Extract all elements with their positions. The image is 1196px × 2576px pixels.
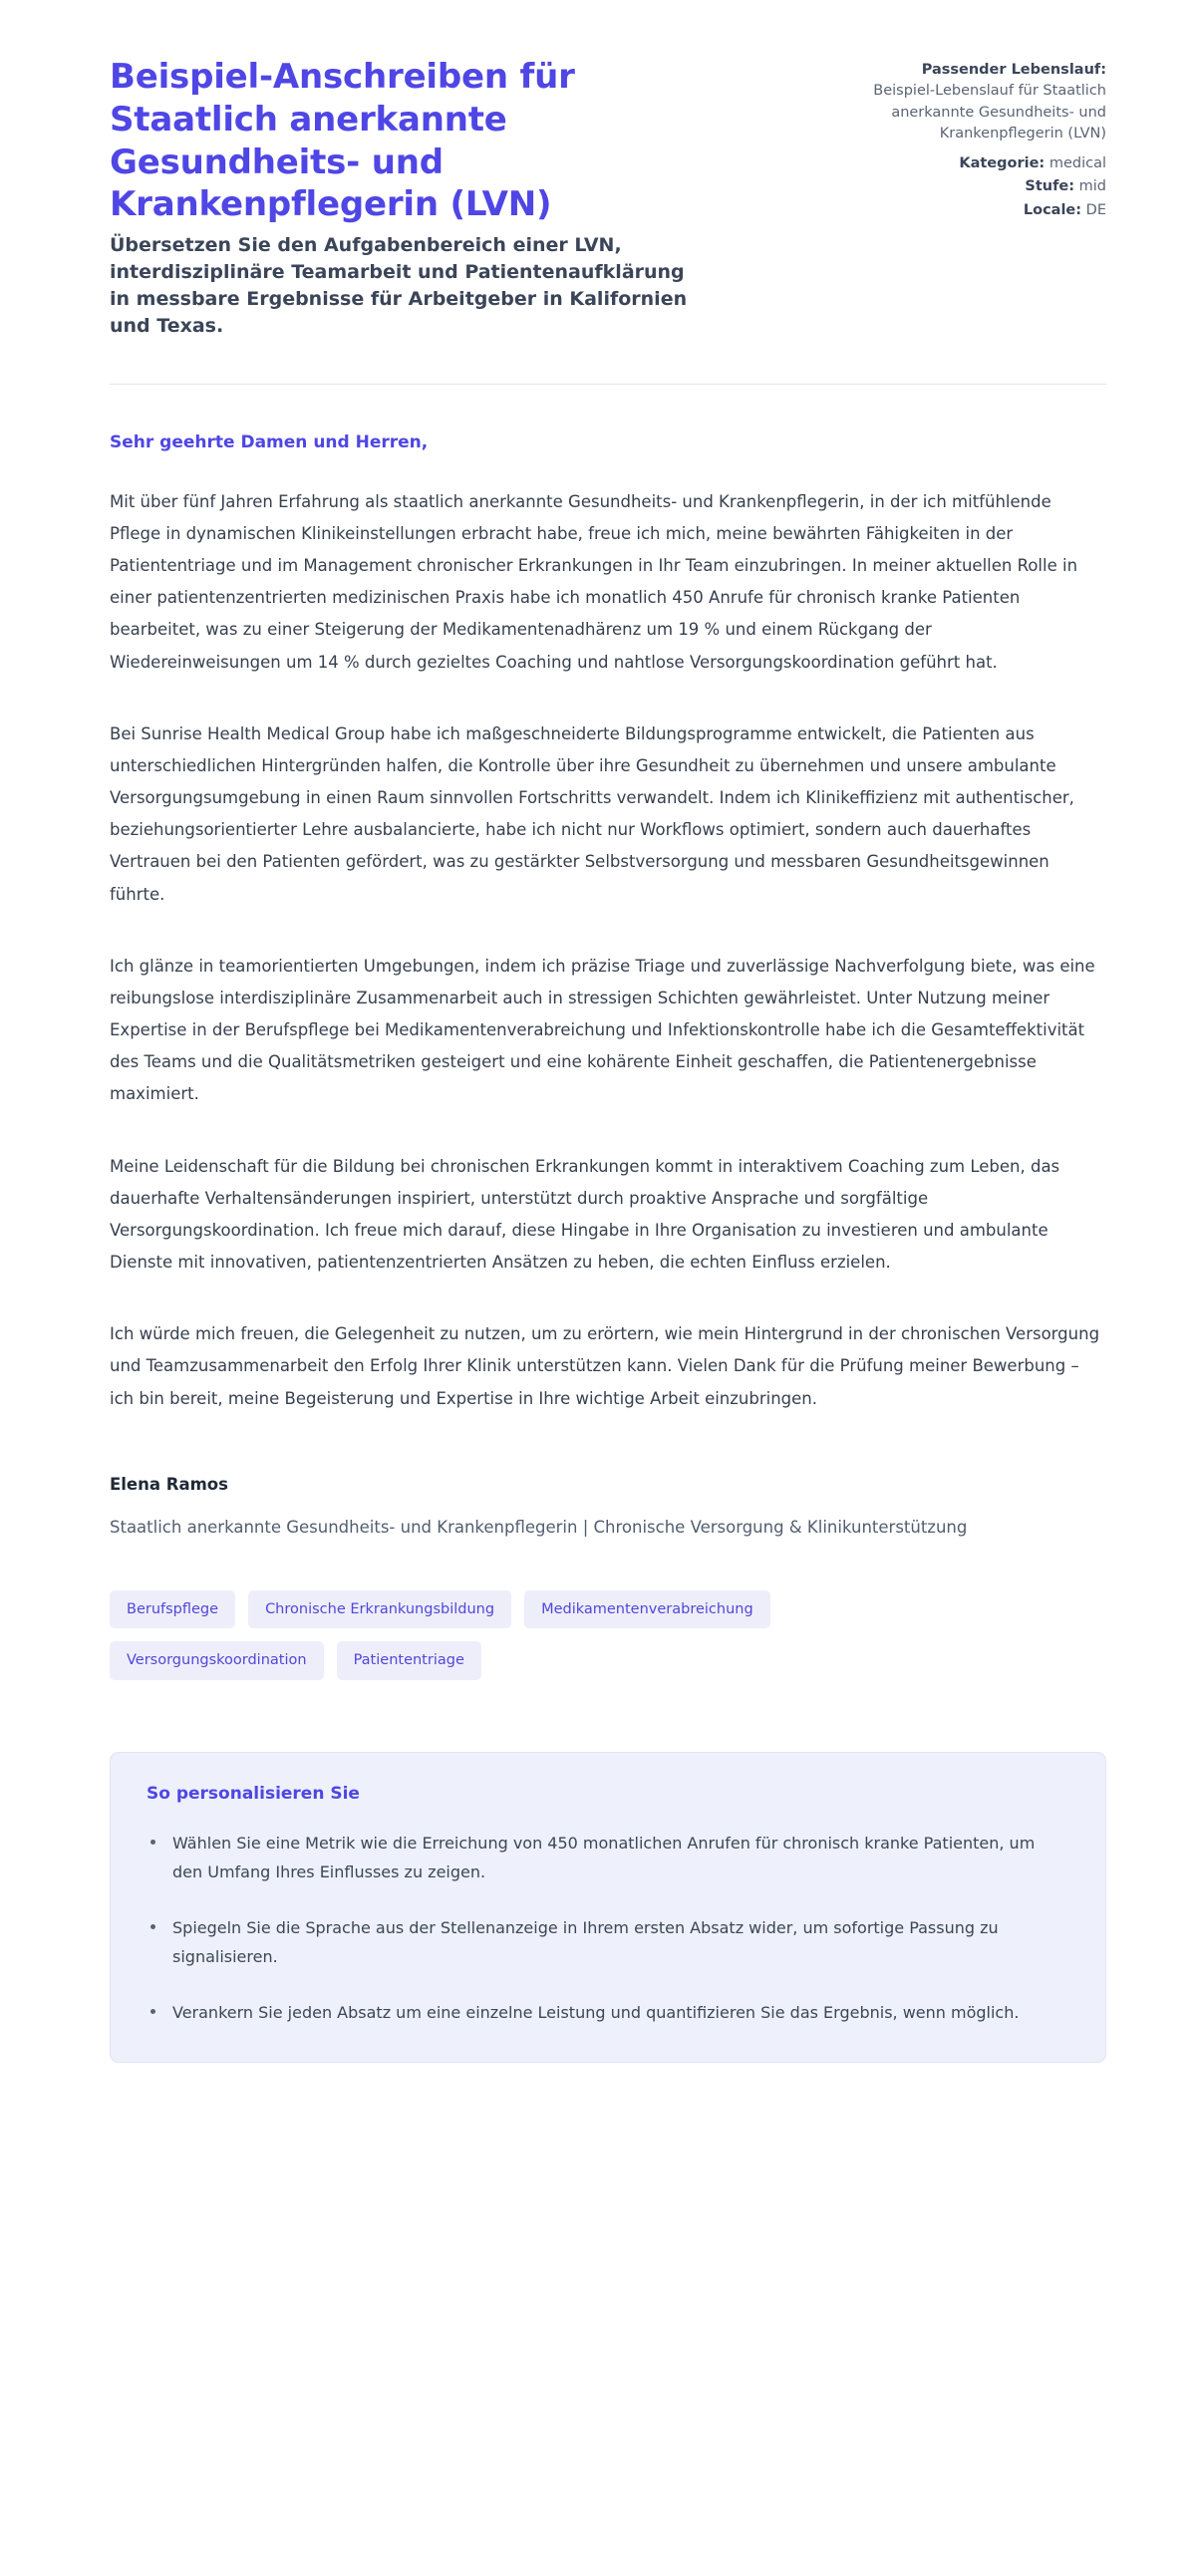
tips-title: So personalisieren Sie [147,1783,360,1804]
tips-list-item-text: Wählen Sie eine Metrik wie die Erreichung von 450 monatlichen Anrufen für chronisch kranke Patienten, um den Umfang Ihres Einflusses zu zeigen. [172,1833,1036,1882]
meta-matching-resume-value: Beispiel-Lebenslauf für Staatlich anerkannte Gesundheits- und Krankenpflegerin (LVN) [873,83,1106,143]
document-header [110,56,1106,340]
tag-chip[interactable]: Patiententriage [337,1641,481,1680]
meta-matching-resume [807,60,1106,145]
letter-paragraph: Mit über fünf Jahren Erfahrung als staatlich anerkannte Gesundheits- und Krankenpflegerin, in der ich mitfühlende Pflege in dynamischen Klinikeinstellungen erbracht habe, freue ich mich, meine bewährten Fähigkeiten in der Patiententriage und im Management chronischer Erkrankungen in Ihr Team einzubringen. In meiner aktuellen Rolle in einer patientenzentrierten medizinischen Praxis habe ich monatlich 450 Anrufe für chronisch kranke Patienten bearbeitet, was zu einer Steigerung der Medikamentenadhärenz um 19 % und einem Rückgang der Wiedereinweisungen um 14 % durch gezieltes Coaching und nahtlose Versorgungskoordination geführt hat. [110,491,1078,672]
tips-list-item [147,1913,1049,1972]
tag-chip[interactable]: Versorgungskoordination [110,1641,324,1680]
signature-role: Staatlich anerkannte Gesundheits- und Krankenpflegerin | Chronische Versorgung & Klinikunterstützung [110,1517,968,1537]
letter-paragraphs [110,486,1106,1415]
letter-paragraph: Bei Sunrise Health Medical Group habe ich maßgeschneiderte Bildungsprogramme entwickelt, die Patienten aus unterschiedlichen Hintergründen halfen, die Kontrolle über ihre Gesundheit zu übernehmen und unsere ambulante Versorgungsumgebung in einen Raum sinnvollen Fortschritts verwandelt. Indem ich Klinikeffizienz mit authentischer, beziehungsorientierter Lehre ausbalancierte, habe ich nicht nur Workflows optimiert, sondern auch dauerhaftes Vertrauen bei den Patienten gefördert, was zu gestärkter Selbstversorgung und messbaren Gesundheitsgewinnen führte. [110,723,1074,904]
meta-category-label: Kategorie: [959,154,1046,171]
tips-list-item-text: Spiegeln Sie die Sprache aus der Stellenanzeige in Ihrem ersten Absatz wider, um sofortige Passung zu signalisieren. [172,1917,999,1967]
letter-salutation: Sehr geehrte Damen und Herren, [110,432,429,453]
signature-block [110,1473,1106,1543]
bullet-icon [150,1840,155,1845]
meta-category-value: medical [1048,154,1106,171]
tips-list-item [147,1829,1049,1887]
bullet-icon [150,1924,155,1929]
letter-paragraph: Ich glänze in teamorientierten Umgebungen, indem ich präzise Triage und zuverlässige Nachverfolgung biete, was eine reibungslose interdisziplinäre Zusammenarbeit auch in stressigen Schichten gewährleistet. Unter Nutzung meiner Expertise in der Berufspflege bei Medikamentenverabreichung und Infektionskontrolle habe ich die Gesamteffektivität des Teams und die Qualitätsmetriken gesteigert und eine kohärente Einheit geschaffen, die Patientenergebnisse maximiert. [110,956,1095,1104]
document-meta [807,56,1106,223]
tips-list [147,1829,1069,2028]
meta-category [807,153,1106,174]
signature-name: Elena Ramos [110,1474,228,1494]
tag-chip[interactable]: Medikamentenverabreichung [524,1590,770,1629]
meta-locale-value: DE [1085,201,1106,218]
meta-locale [807,200,1106,221]
cover-letter-body [110,385,1106,1543]
meta-level [807,176,1106,197]
tips-list-item [147,1998,1049,2028]
letter-paragraph: Meine Leidenschaft für die Bildung bei chronischen Erkrankungen kommt in interaktivem Coaching zum Leben, das dauerhafte Verhaltensänderungen inspiriert, unterstützt durch proaktive Ansprache und sorgfältige Versorgungskoordination. Ich freue mich darauf, diese Hingabe in Ihre Organisation zu investieren und ambulante Dienste mit innovativen, patientenzentrierten Ansätzen zu heben, die echten Einfluss erzielen. [110,1156,1060,1273]
tag-list [110,1590,957,1680]
tips-list-item-text: Verankern Sie jeden Absatz um eine einzelne Leistung und quantifizieren Sie das Ergebnis, wenn möglich. [172,2003,1020,2023]
header-title-block [110,56,708,340]
tag-chip[interactable]: Chronische Erkrankungsbildung [248,1590,511,1629]
page-subtitle: Übersetzen Sie den Aufgabenbereich einer LVN, interdisziplinäre Teamarbeit und Patientenaufklärung in messbare Ergebnisse für Arbeitgeber in Kalifornien und Texas. [110,234,688,338]
meta-level-value: mid [1078,178,1106,195]
page-title: Beispiel-Anschreiben für Staatlich anerkannte Gesundheits- und Krankenpflegerin (LVN) [110,57,575,225]
meta-level-label: Stufe: [1025,178,1075,195]
personalization-tips-panel [110,1752,1106,2063]
meta-locale-label: Locale: [1023,201,1082,218]
meta-matching-resume-label: Passender Lebenslauf: [921,62,1106,78]
bullet-icon [150,2009,155,2014]
letter-paragraph: Ich würde mich freuen, die Gelegenheit zu nutzen, um zu erörtern, wie mein Hintergrund in der chronischen Versorgung und Teamzusammenarbeit den Erfolg Ihrer Klinik unterstützen kann. Vielen Dank für die Prüfung meiner Bewerbung – ich bin bereit, meine Begeisterung und Expertise in Ihre wichtige Arbeit einzubringen. [110,1324,1100,1408]
tag-chip[interactable]: Berufspflege [110,1590,235,1629]
